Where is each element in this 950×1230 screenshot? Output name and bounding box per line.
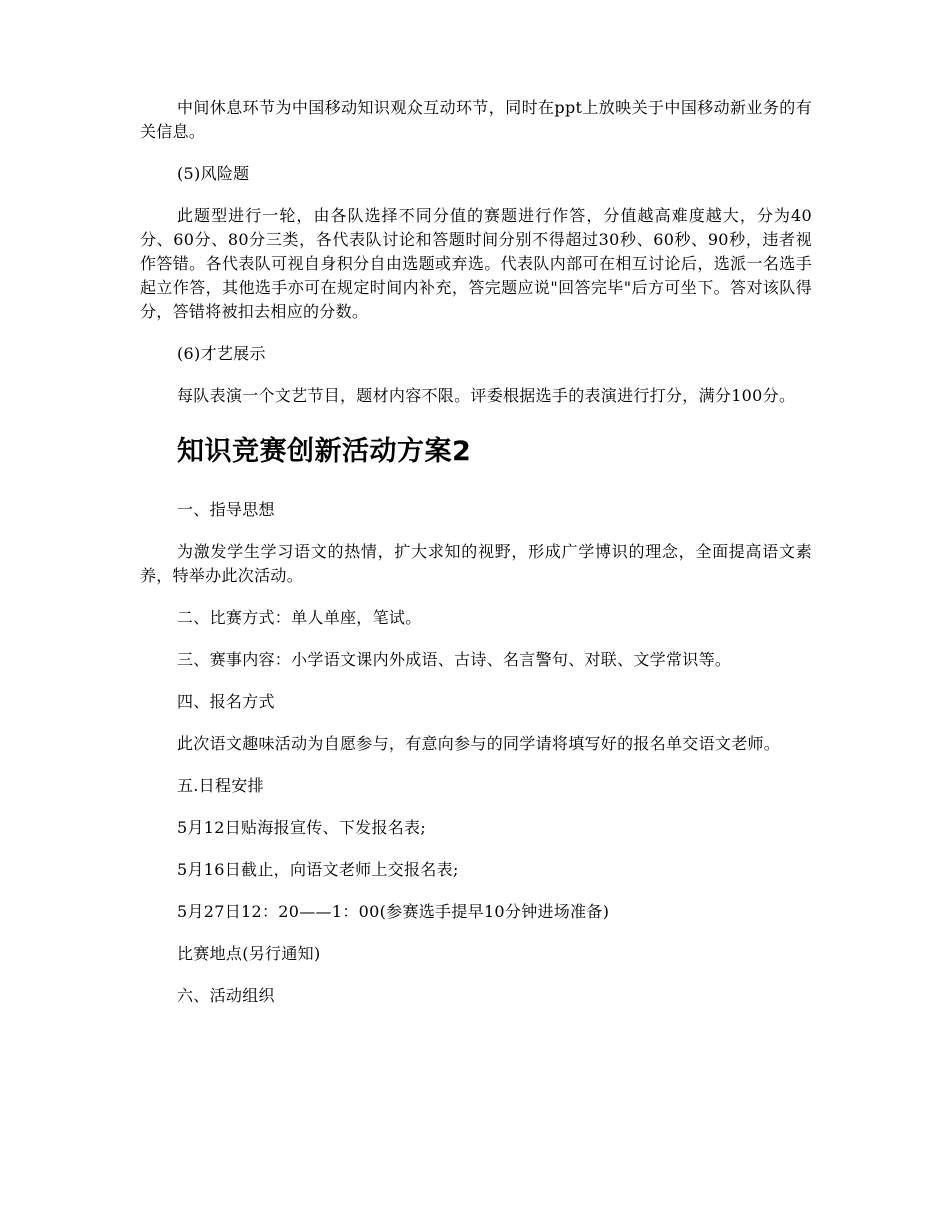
heading-schedule: 五.日程安排 [177, 776, 264, 795]
paragraph-registration: 此次语文趣味活动为自愿参与，有意向参与的同学请将填写好的报名单交语文老师。 [177, 734, 781, 753]
heading-risk-questions: (5)风险题 [177, 164, 250, 183]
paragraph-risk-rules: 此题型进行一轮，由各队选择不同分值的赛题进行作答，分值越高难度越大，分为40分、60分、80分三类，各代表队讨论和答题时间分别不得超过30秒、60秒、90秒，违者视作答错。各代表队可视自身积分自由选题或弃选。代表队内部可在相互讨论后，选派一名选手起立作答，其他选手亦可在规定时间内补充，答完题应说"回答完毕"后方可坐下。答对该队得分，答错将被扣去相应的分数。 [140, 206, 812, 321]
heading-registration: 四、报名方式 [177, 692, 275, 711]
item-competition-content: 三、赛事内容：小学语文课内外成语、古诗、名言警句、对联、文学常识等。 [177, 650, 732, 669]
section-title: 知识竞赛创新活动方案2 [177, 436, 472, 467]
heading-talent-show: (6)才艺展示 [177, 344, 266, 363]
schedule-item: 5月12日贴海报宣传、下发报名表; [177, 818, 427, 837]
item-competition-format: 二、比赛方式：单人单座，笔试。 [177, 608, 422, 627]
paragraph-interlude: 中间休息环节为中国移动知识观众互动环节，同时在ppt上放映关于中国移动新业务的有关信息。 [140, 98, 812, 141]
paragraph-guiding-idea: 为激发学生学习语文的热情，扩大求知的视野，形成广学博识的理念，全面提高语文素养，特举办此次活动。 [140, 542, 812, 585]
heading-guiding-idea: 一、指导思想 [177, 500, 275, 519]
heading-organization: 六、活动组织 [177, 986, 275, 1005]
paragraph-talent-rules: 每队表演一个文艺节目，题材内容不限。评委根据选手的表演进行打分，满分100分。 [177, 386, 796, 405]
schedule-item: 5月27日12：20——1：00(参赛选手提早10分钟进场准备) [177, 902, 610, 921]
page-content [140, 96, 812, 1008]
schedule-item: 5月16日截止，向语文老师上交报名表; [177, 860, 459, 879]
competition-venue: 比赛地点(另行通知) [177, 944, 321, 963]
